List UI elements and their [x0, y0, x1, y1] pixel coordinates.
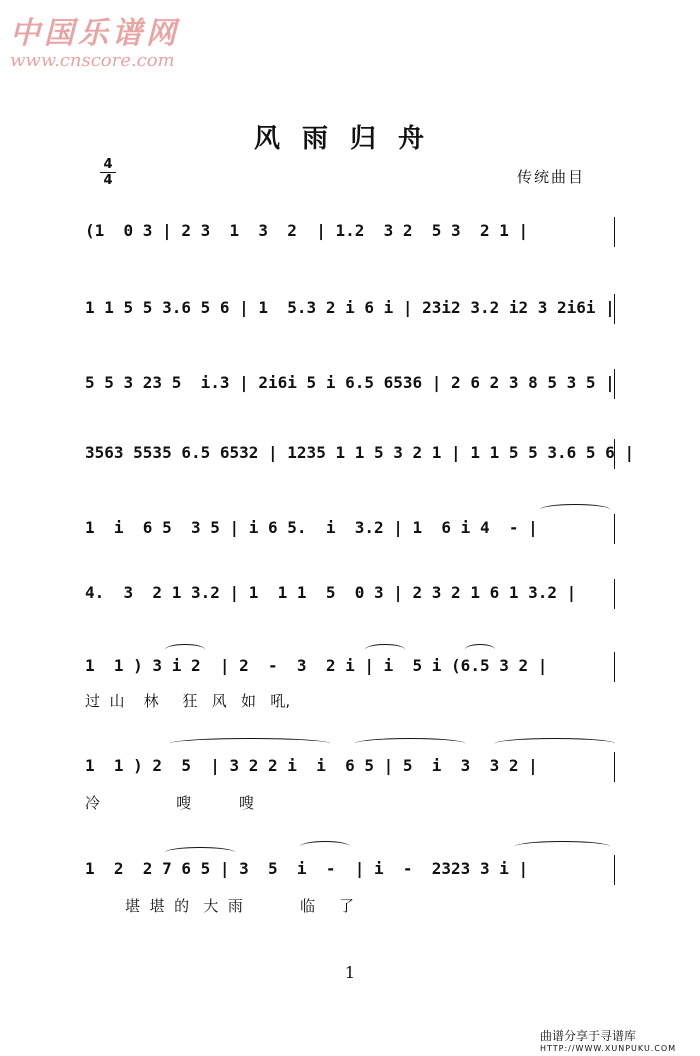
notation-text: 4. 3 2 1 3.2 | 1 1 1 5 0 3 | 2 3 2 1 6 1 3.2 |	[85, 583, 577, 602]
footer-url: HTTP://WWW.XUNPUKU.COM	[540, 1044, 677, 1053]
notation-text: 5 5 3 23 5 i.3 | 2i6i 5 i 6.5 6536 | 2 6 2 3 8 5 3 5 |	[85, 373, 615, 392]
slur-mark	[170, 738, 330, 749]
footer-caption: 曲谱分享于寻谱库	[540, 1029, 637, 1043]
notation-text: 1 1 5 5 3.6 5 6 | 1 5.3 2 i 6 i | 23i2 3.2 i2 3 2i6i |	[85, 298, 615, 317]
slur-mark	[495, 738, 615, 749]
notation-text: 1 1 ) 3 i 2 | 2 - 3 2 i | i 5 i (6.5 3 2 |	[85, 656, 548, 675]
staff-line-7	[85, 650, 615, 710]
source-label: 传统曲目	[517, 168, 586, 186]
end-barline	[614, 514, 615, 544]
lyric-text: 过 山 林 狂 风 如 吼,	[85, 692, 291, 710]
staff-line-2	[85, 292, 615, 324]
watermark-logo: 中国乐谱网	[10, 16, 180, 51]
staff-line-6	[85, 577, 615, 609]
notation-text: 3563 5535 6.5 6532 | 1235 1 1 5 3 2 1 | 1 1 5 5 3.6 5 6 |	[85, 443, 635, 462]
staff-line-5	[85, 512, 615, 544]
end-barline	[614, 855, 615, 885]
end-barline	[614, 294, 615, 324]
staff-line-4	[85, 437, 635, 469]
staff-line-9	[85, 853, 615, 913]
end-barline	[614, 369, 615, 399]
page-number: 1	[344, 963, 356, 982]
score-title: 风雨归舟	[253, 124, 446, 154]
staff-line-3	[85, 367, 615, 399]
notation-text: 1 2 2 7 6 5 | 3 5 i - | i - 2323 3 i |	[85, 859, 529, 878]
time-signature	[100, 158, 116, 187]
slur-mark	[515, 841, 610, 852]
notation-text: 1 i 6 5 3 5 | i 6 5. i 3.2 | 1 6 i 4 - |	[85, 518, 538, 537]
tie-mark	[540, 504, 610, 515]
end-barline	[614, 652, 615, 682]
watermark-url: www.cnscore.com	[10, 50, 175, 71]
end-barline	[614, 752, 615, 782]
end-barline	[614, 439, 615, 469]
lyric-text: 堪 堪 的 大 雨 临 了	[125, 897, 354, 915]
time-signature-bottom: 4	[103, 173, 113, 188]
staff-line-1	[85, 215, 615, 247]
lyric-text: 冷 嗖 嗖	[85, 794, 254, 812]
notation-text: 1 1 ) 2 5 | 3 2 2 i i 6 5 | 5 i 3 3 2 |	[85, 756, 538, 775]
slur-mark	[300, 841, 350, 852]
end-barline	[614, 579, 615, 609]
staff-line-8	[85, 750, 615, 810]
notation-text: (1 0 3 | 2 3 1 3 2 | 1.2 3 2 5 3 2 1 |	[85, 221, 529, 240]
slur-mark	[355, 738, 465, 749]
time-signature-top: 4	[103, 157, 113, 172]
end-barline	[614, 217, 615, 247]
